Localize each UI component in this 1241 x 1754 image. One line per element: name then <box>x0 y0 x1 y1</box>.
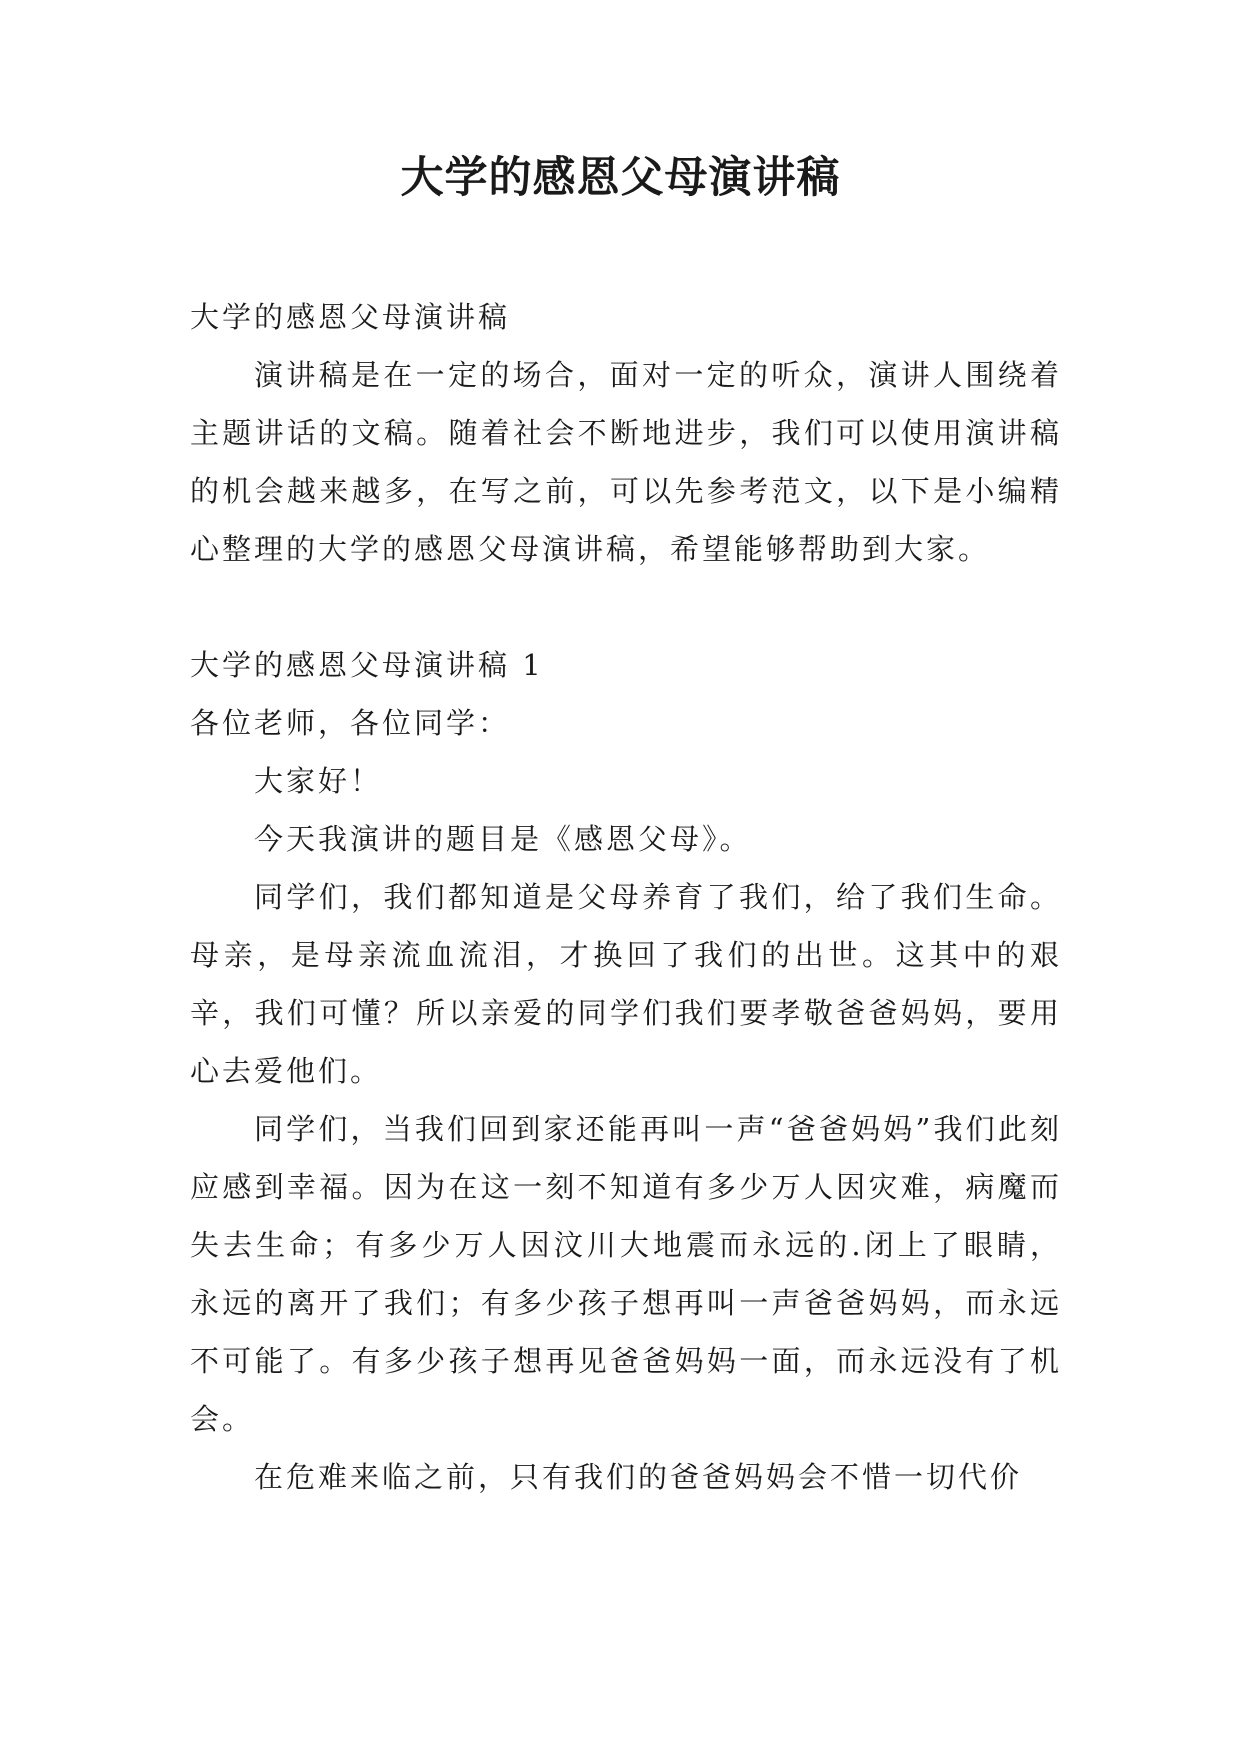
body-paragraph: 同学们，我们都知道是父母养育了我们，给了我们生命。母亲，是母亲流血流泪，才换回了我们的出世。这其中的艰辛，我们可懂？所以亲爱的同学们我们要孝敬爸爸妈妈，要用心去爱他们。 <box>190 880 1062 1088</box>
greeting-paragraph: 大家好！ <box>254 764 383 798</box>
document-title: 大学的感恩父母演讲稿 <box>400 153 841 203</box>
salutation-paragraph: 各位老师，各位同学： <box>190 706 511 740</box>
topic-paragraph: 今天我演讲的题目是《感恩父母》。 <box>254 822 752 856</box>
subtitle-paragraph: 大学的感恩父母演讲稿 <box>190 300 511 334</box>
document-body <box>190 288 1062 1506</box>
body-paragraph: 同学们，当我们回到家还能再叫一声“爸爸妈妈”我们此刻应感到幸福。因为在这一刻不知道有多少万人因灾难，病魔而失去生命；有多少万人因汶川大地震而永远的.闭上了眼睛，永远的离开了我们；有多少孩子想再叫一声爸爸妈妈，而永远不可能了。有多少孩子想再见爸爸妈妈一面，而永远没有了机会。 <box>190 1112 1062 1436</box>
intro-paragraph: 演讲稿是在一定的场合，面对一定的听众，演讲人围绕着主题讲话的文稿。随着社会不断地进步，我们可以使用演讲稿的机会越来越多，在写之前，可以先参考范文，以下是小编精心整理的大学的感恩父母演讲稿，希望能够帮助到大家。 <box>190 358 1062 566</box>
section-heading: 大学的感恩父母演讲稿 1 <box>190 648 544 682</box>
body-paragraph: 在危难来临之前，只有我们的爸爸妈妈会不惜一切代价 <box>254 1460 1023 1494</box>
